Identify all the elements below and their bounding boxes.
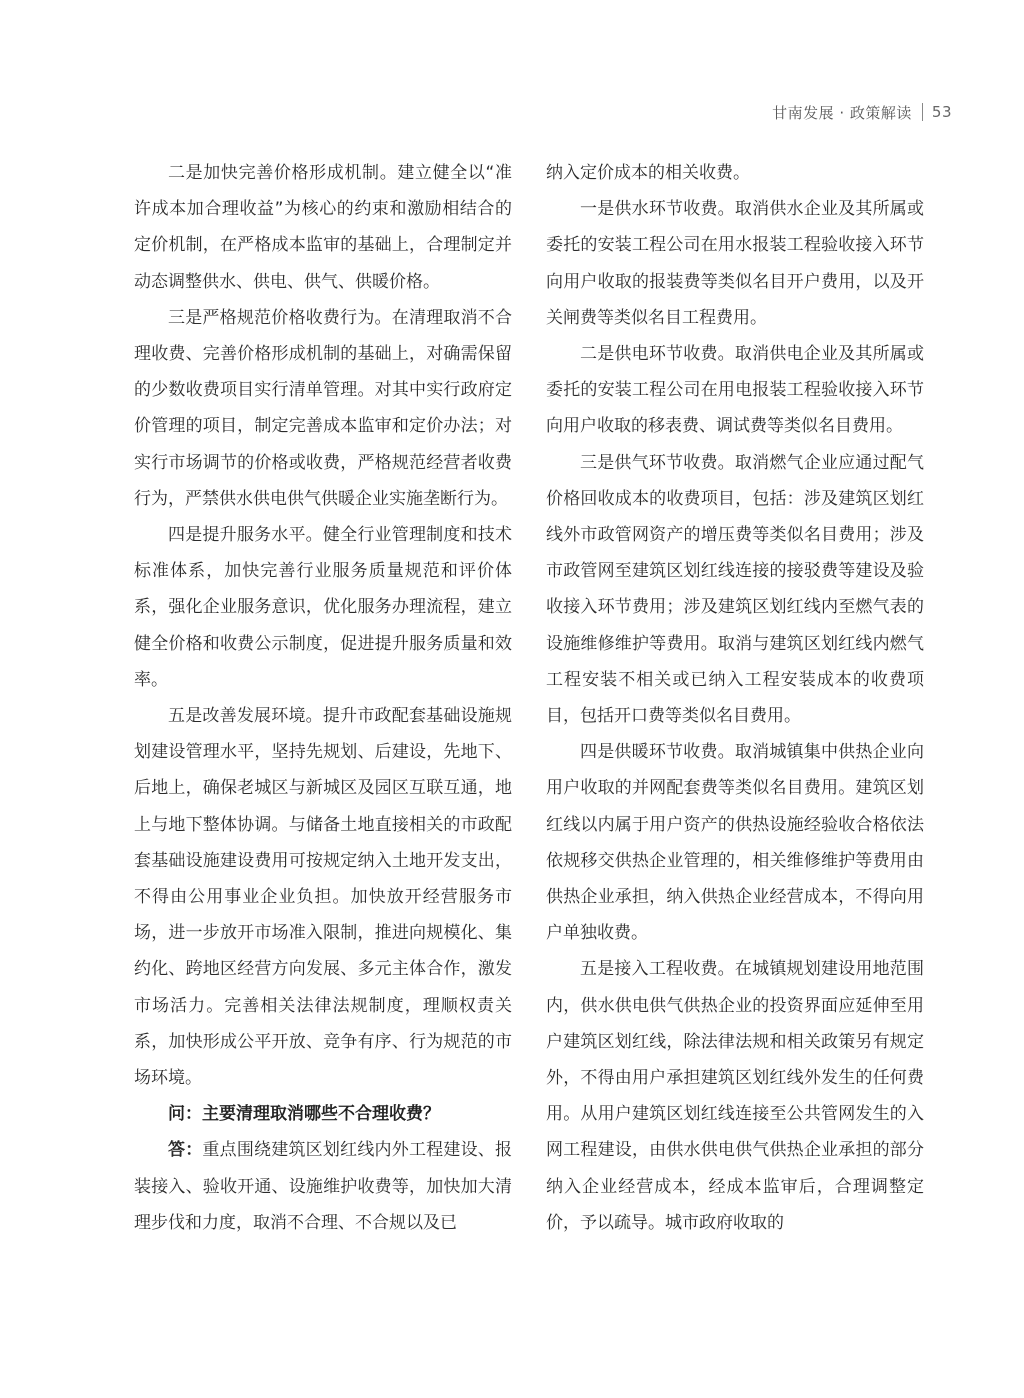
header-divider	[922, 103, 923, 121]
left-column	[134, 155, 512, 1241]
paragraph-price-mechanism: 二是加快完善价格形成机制。建立健全以“准许成本加合理收益”为核心的约束和激励相结合的定价机制，在严格成本监审的基础上，合理制定并动态调整供水、供电、供气、供暖价格。	[134, 163, 512, 292]
paragraph-water-fees: 一是供水环节收费。取消供水企业及其所属或委托的安装工程公司在用水报装工程验收接入环节向用户收取的报装费等类似名目开户费用，以及开关闸费等类似名目工程费用。	[546, 199, 924, 328]
question-heading: 问：主要清理取消哪些不合理收费？	[168, 1104, 440, 1125]
page-number: 53	[931, 103, 952, 121]
answer-text: 重点围绕建筑区划红线内外工程建设、报装接入、验收开通、设施维护收费等，加快加大清理步伐和力度，取消不合理、不合规以及已	[134, 1140, 512, 1233]
paragraph-development-environment: 五是改善发展环境。提升市政配套基础设施规划建设管理水平，坚持先规划、后建设，先地下、后地上，确保老城区与新城区及园区互联互通，地上与地下整体协调。与储备土地直接相关的市政配套基础设施建设费用可按规定纳入土地开发支出，不得由公用事业企业负担。加快放开经营服务市场，进一步放开市场准入限制，推进向规模化、集约化、跨地区经营方向发展、多元主体合作，激发市场活力。完善相关法律法规制度，理顺权责关系，加快形成公平开放、竞争有序、行为规范的市场环境。	[134, 706, 512, 1089]
paragraph-electricity-fees: 二是供电环节收费。取消供电企业及其所属或委托的安装工程公司在用电报装工程验收接入环节向用户收取的移表费、调试费等类似名目费用。	[546, 344, 924, 437]
paragraph-fee-regulation: 三是严格规范价格收费行为。在清理取消不合理收费、完善价格形成机制的基础上，对确需保留的少数收费项目实行清单管理。对其中实行政府定价管理的项目，制定完善成本监审和定价办法；对实行市场调节的价格或收费，严格规范经营者收费行为，严禁供水供电供气供暖企业实施垄断行为。	[134, 307, 512, 509]
running-header	[772, 100, 952, 124]
paragraph-connection-fees: 五是接入工程收费。在城镇规划建设用地范围内，供水供电供气供热企业的投资界面应延伸至用户建筑区划红线，除法律法规和相关政策另有规定外，不得由用户承担建筑区划红线外发生的任何费用。从用户建筑区划红线连接至公共管网发生的入网工程建设，由供水供电供气供热企业承担的部分纳入企业经营成本，经成本监审后，合理调整定价，予以疏导。城市政府收取的	[546, 959, 924, 1233]
journal-title: 甘南发展 · 政策解读	[772, 103, 912, 122]
paragraph-continuation: 纳入定价成本的相关收费。	[546, 163, 750, 183]
paragraph-heating-fees: 四是供暖环节收费。取消城镇集中供热企业向用户收取的并网配套费等类似名目费用。建筑区划红线以内属于用户资产的供热设施经验收合格依法依规移交供热企业管理的，相关维修维护等费用由供热企业承担，纳入供热企业经营成本，不得向用户单独收费。	[546, 742, 924, 944]
paragraph-gas-fees: 三是供气环节收费。取消燃气企业应通过配气价格回收成本的收费项目，包括：涉及建筑区划红线外市政管网资产的增压费等类似名目费用；涉及市政管网至建筑区划红线连接的接驳费等建设及验收接入环节费用；涉及建筑区划红线内至燃气表的设施维修维护等费用。取消与建筑区划红线内燃气工程安装不相关或已纳入工程安装成本的收费项目，包括开口费等类似名目费用。	[546, 452, 924, 727]
paragraph-service-level: 四是提升服务水平。健全行业管理制度和技术标准体系，加快完善行业服务质量规范和评价体系，强化企业服务意识，优化服务办理流程，建立健全价格和收费公示制度，促进提升服务质量和效率。	[134, 525, 512, 690]
answer-paragraph	[134, 1132, 512, 1241]
right-column	[546, 155, 924, 1241]
answer-lead: 答：	[168, 1140, 203, 1161]
